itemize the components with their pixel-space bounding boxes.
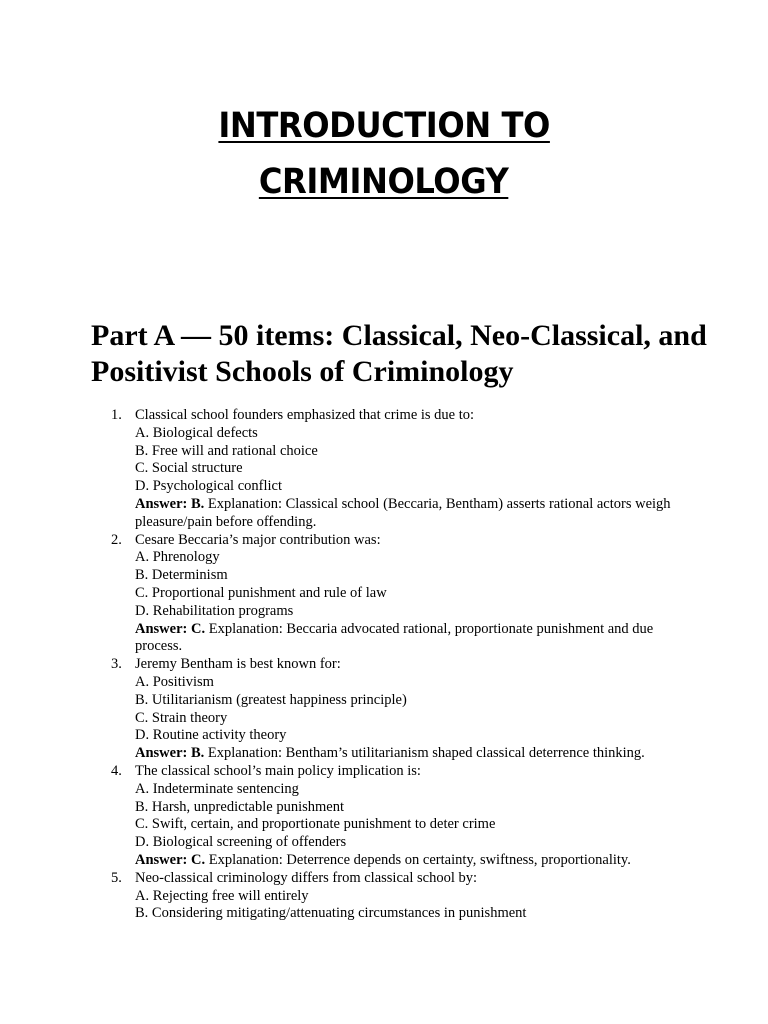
answer-explanation: Explanation: Classical school (Beccaria, Bentham) asserts rational actors weigh pleasure/pain before offending. (135, 495, 671, 530)
answer-key (135, 745, 204, 761)
answer-label: Answer: (135, 745, 188, 762)
question-number: 4. (111, 762, 122, 779)
answer-option: D. Biological screening of offenders (135, 834, 347, 851)
answer-option: B. Determinism (135, 567, 228, 584)
answer-label: Answer: (135, 851, 188, 868)
answer-option: A. Biological defects (135, 424, 258, 441)
answer-option: A. Positivism (135, 673, 214, 690)
question-text: The classical school’s main policy implication is: (135, 762, 421, 779)
title-line-1: INTRODUCTION TO (218, 106, 550, 146)
question-number: 5. (111, 869, 122, 886)
answer-line (135, 496, 691, 532)
answer-option: A. Phrenology (135, 549, 220, 566)
answer-option: D. Routine activity theory (135, 727, 287, 744)
answer-option: C. Strain theory (135, 709, 228, 726)
question-number: 1. (111, 407, 122, 423)
answer-explanation: Explanation: Bentham’s utilitarianism shaped classical deterrence thinking. (207, 745, 645, 762)
answer-option: C. Swift, certain, and proportionate punishment to deter crime (135, 816, 496, 833)
answer-option: C. Proportional punishment and rule of law (135, 584, 387, 601)
answer-explanation: Explanation: Beccaria advocated rational, proportionate punishment and due process. (135, 620, 654, 655)
answer-option: D. Psychological conflict (135, 478, 282, 495)
document-title (0, 98, 768, 210)
answer-key (135, 621, 205, 637)
question-number: 2. (111, 531, 122, 548)
answer-label: Answer: (135, 620, 188, 637)
answer-option: B. Utilitarianism (greatest happiness principle) (135, 691, 407, 708)
answer-option: B. Harsh, unpredictable punishment (135, 798, 344, 815)
answer-option: D. Rehabilitation programs (135, 602, 294, 619)
title-line-2: CRIMINOLOGY (259, 162, 509, 202)
answer-key (135, 496, 204, 512)
answer-option: B. Free will and rational choice (135, 442, 318, 459)
question-number: 3. (111, 656, 122, 673)
answer-line (135, 852, 691, 870)
answer-option: A. Rejecting free will entirely (135, 887, 309, 904)
answer-line (135, 621, 691, 657)
question-item (91, 407, 691, 532)
answer-letter: C. (190, 620, 206, 637)
answer-letter: B. (190, 495, 205, 512)
part-heading: Part A — 50 items: Classical, Neo-Classical, and Positivist Schools of Criminology (91, 319, 707, 388)
answer-letter: C. (190, 851, 206, 868)
answer-explanation: Explanation: Deterrence depends on certainty, swiftness, proportionality. (208, 851, 631, 868)
question-item (91, 870, 691, 923)
answer-line (135, 745, 691, 763)
answer-option: B. Considering mitigating/attenuating circumstances in punishment (135, 905, 527, 922)
answer-label: Answer: (135, 495, 188, 512)
question-item (91, 763, 691, 870)
question-text: Jeremy Bentham is best known for: (135, 656, 341, 673)
answer-option: A. Indeterminate sentencing (135, 780, 299, 797)
question-list (91, 407, 691, 923)
question-item (91, 656, 691, 763)
question-item (91, 532, 691, 657)
question-text: Neo-classical criminology differs from classical school by: (135, 869, 477, 886)
answer-key (135, 852, 205, 868)
question-text: Classical school founders emphasized that crime is due to: (135, 407, 475, 423)
answer-letter: B. (190, 745, 205, 762)
question-text: Cesare Beccaria’s major contribution was: (135, 531, 381, 548)
answer-option: C. Social structure (135, 460, 243, 477)
